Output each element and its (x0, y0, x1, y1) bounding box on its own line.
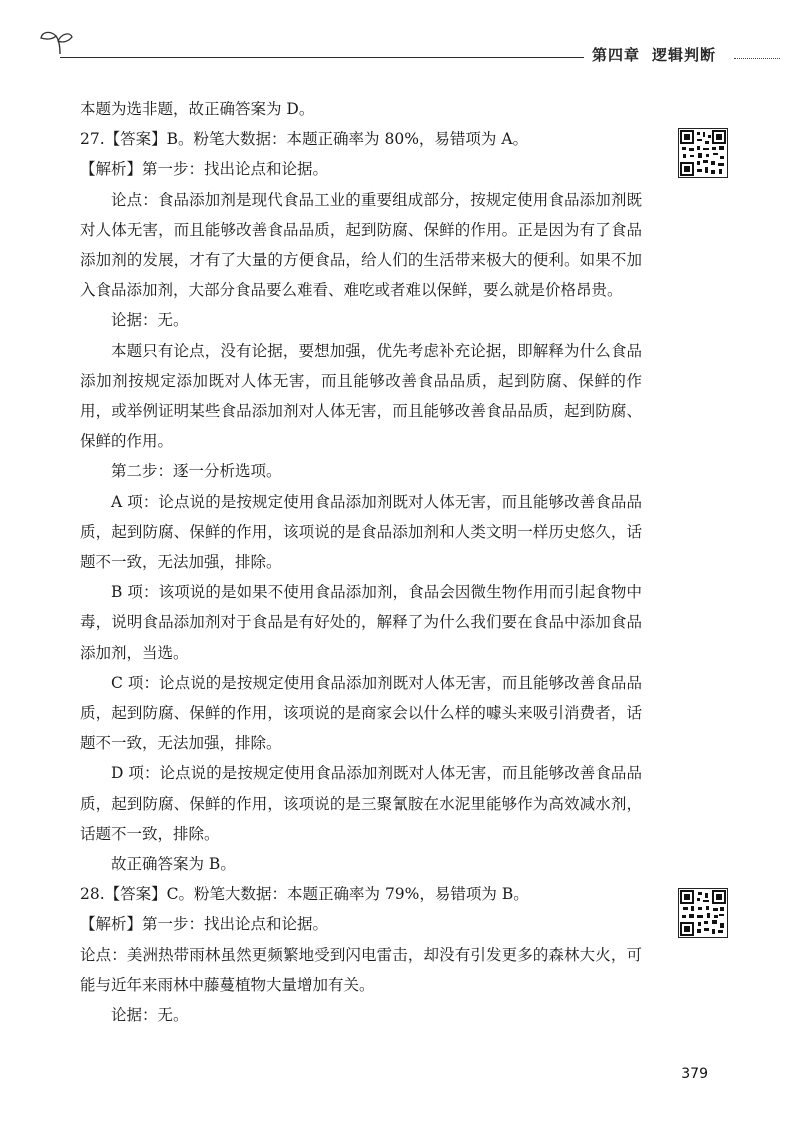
paragraph: 论据：无。 (111, 1006, 189, 1025)
answer-heading-27: 27.【答案】B。粉笔大数据：本题正确率为 80%，易错项为 A。 (80, 130, 529, 149)
sprout-icon (38, 28, 74, 56)
answer-heading-28: 28.【答案】C。粉笔大数据：本题正确率为 79%，易错项为 B。 (80, 885, 529, 904)
paragraph: 论点：美洲热带雨林虽然更频繁地受到闪电雷击，却没有引发更多的森林大火，可能与近年来雨林中藤蔓植物大量增加有关。 (80, 945, 642, 994)
option-b-analysis: B 项：该项说的是如果不使用食品添加剂，食品会因微生物作用而引起食物中毒，说明食品添加剂对于食品是有好处的，解释了为什么我们要在食品中添加食品添加剂，当选。 (80, 583, 642, 662)
option-c-analysis: C 项：论点说的是按规定使用食品添加剂既对人体无害，而且能够改善食品品质，起到防腐、保鲜的作用，该项说的是商家会以什么样的噱头来吸引消费者，话题不一致，无法加强，排除。 (80, 673, 642, 753)
analysis-heading: 【解析】第一步：找出论点和论据。 (80, 915, 329, 934)
paragraph: 论点：食品添加剂是现代食品工业的重要组成部分，按规定使用食品添加剂既对人体无害，而且能够改善食品品质，起到防腐、保鲜的作用。正是因为有了食品添加剂的发展，才有了大量的方便食品，给人们的生活带来极大的便利。如果不加入食品添加剂，大部分食品要么难看、难吃或者难以保鲜，要么就是价格昂贵。 (80, 190, 642, 300)
qr-code-icon[interactable] (678, 888, 728, 938)
paragraph: 本题只有论点，没有论据，要想加强，优先考虑补充论据，即解释为什么食品添加剂按规定添加既对人体无害，而且能够改善食品品质，起到防腐、保鲜的作用，或举例证明某些食品添加剂对人体无害，而且能够改善食品品质，起到防腐、保鲜的作用。 (80, 341, 642, 451)
qr-code-icon[interactable] (678, 128, 728, 178)
paragraph: 论据：无。 (111, 311, 189, 330)
section-label: 逻辑判断 (652, 46, 717, 64)
option-d-analysis: D 项：论点说的是按规定使用食品添加剂既对人体无害，而且能够改善食品品质，起到防腐、保鲜的作用，该项说的是三聚氰胺在水泥里能够作为高效减水剂，话题不一致，排除。 (80, 764, 642, 843)
analysis-heading: 【解析】第一步：找出论点和论据。 (80, 160, 329, 179)
paragraph: 故正确答案为 B。 (111, 855, 236, 874)
header-dotted-rule (734, 58, 780, 59)
chapter-label: 第四章 (592, 46, 641, 64)
option-a-analysis: A 项：论点说的是按规定使用食品添加剂既对人体无害，而且能够改善食品品质，起到防腐、保鲜的作用，该项说的是食品添加剂和人类文明一样历史悠久，话题不一致，无法加强，排除。 (80, 492, 642, 572)
paragraph: 第二步：逐一分析选项。 (111, 462, 282, 481)
page-header (0, 0, 800, 80)
chapter-heading (592, 44, 728, 65)
page-number: 379 (681, 1066, 708, 1082)
paragraph: 本题为选非题，故正确答案为 D。 (80, 100, 315, 118)
page-body (80, 94, 642, 1030)
header-rule (60, 57, 584, 58)
